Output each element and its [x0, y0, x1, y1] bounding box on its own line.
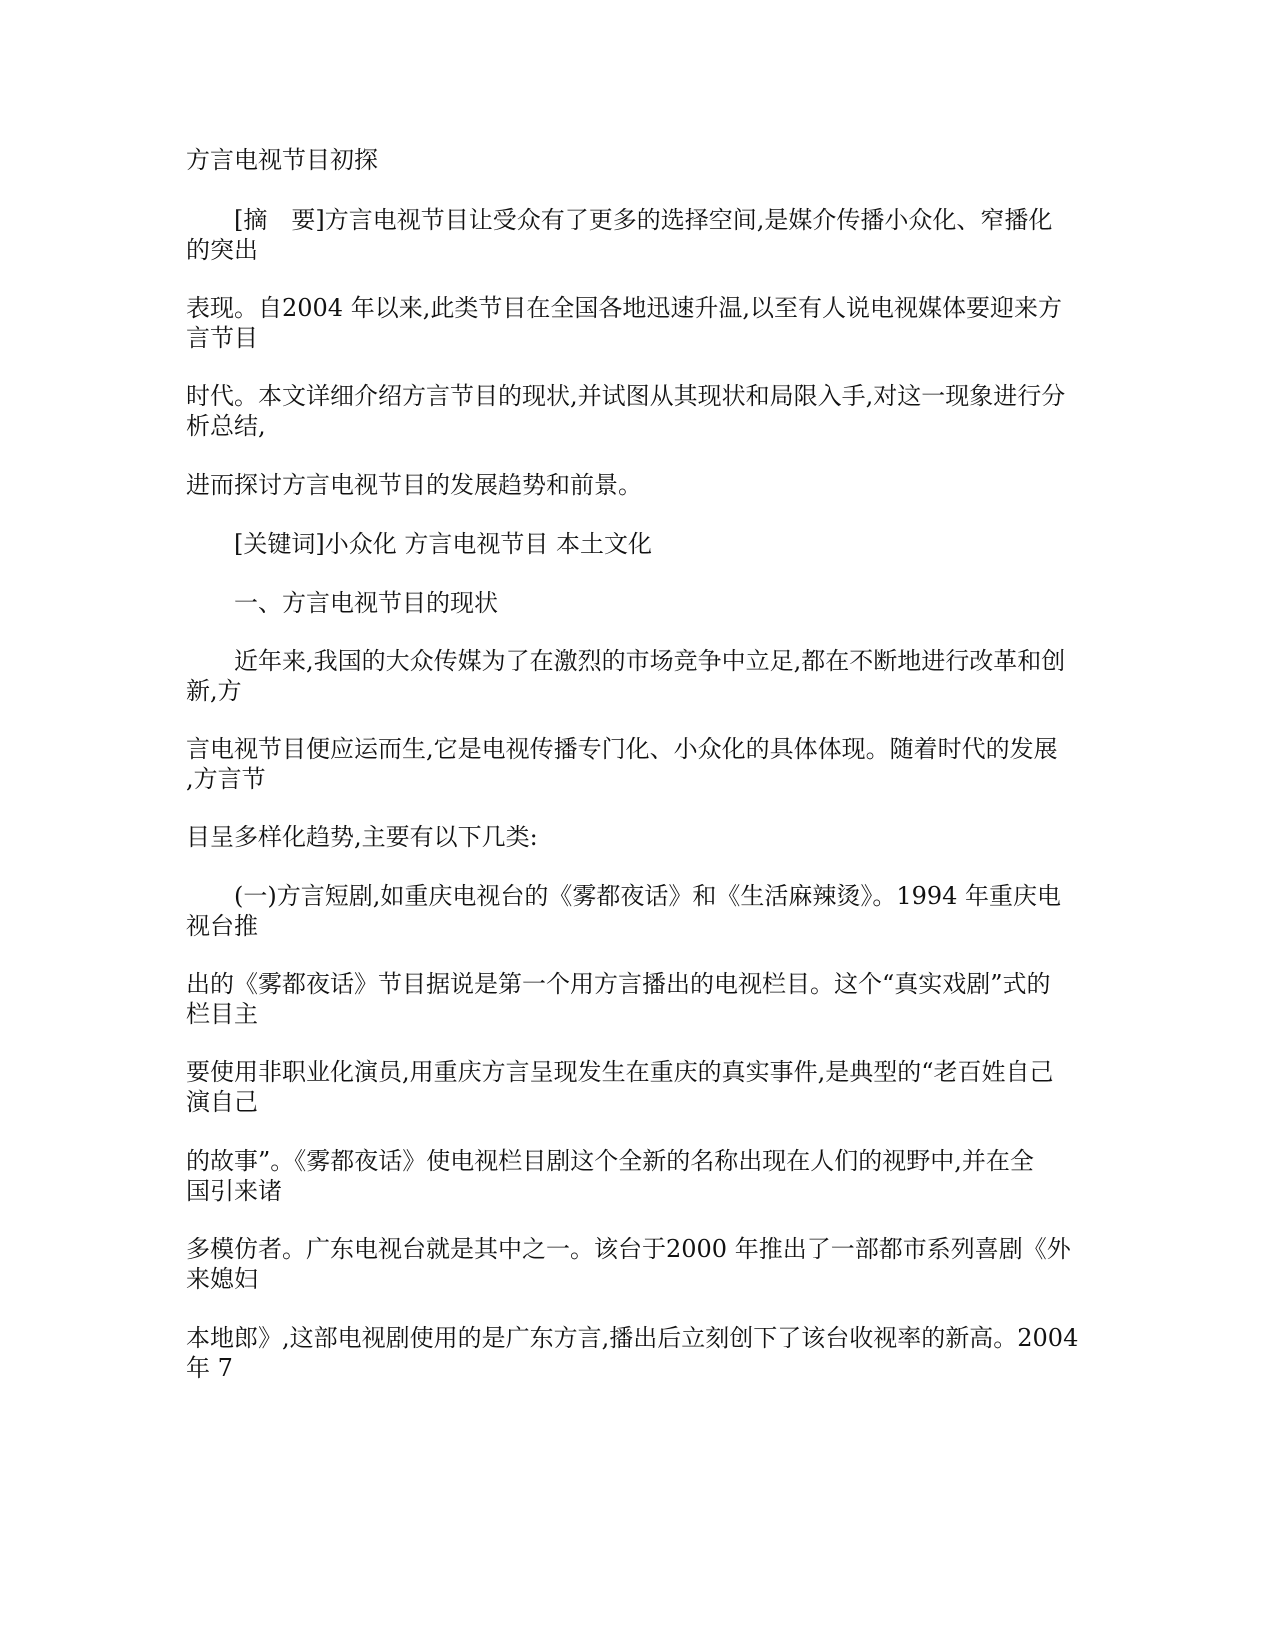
body-line: 栏目主: [186, 1000, 258, 1028]
body-line: 多模仿者。广东电视台就是其中之一。该台于2000 年推出了一部都市系列喜剧《外: [186, 1235, 1071, 1263]
body-line: 视台推: [186, 912, 258, 940]
body-line: 的故事”。《雾都夜话》使电视栏目剧这个全新的名称出现在人们的视野中,并在全: [186, 1147, 1034, 1175]
body-line: 新,方: [186, 677, 242, 705]
document-title: 方言电视节目初探: [186, 146, 378, 174]
body-line: 目呈多样化趋势,主要有以下几类:: [186, 823, 538, 851]
abstract-line: 时代。本文详细介绍方言节目的现状,并试图从其现状和局限入手,对这一现象进行分: [186, 382, 1066, 410]
body-line: 要使用非职业化演员,用重庆方言呈现发生在重庆的真实事件,是典型的“老百姓自己: [186, 1058, 1054, 1086]
abstract-line: 进而探讨方言电视节目的发展趋势和前景。: [186, 471, 642, 499]
body-line: ,方言节: [186, 765, 266, 793]
body-line: 来媳妇: [186, 1265, 258, 1293]
body-line: 演自己: [186, 1088, 258, 1116]
abstract-line: 表现。自2004 年以来,此类节目在全国各地迅速升温,以至有人说电视媒体要迎来方: [186, 294, 1062, 322]
abstract-line: 言节目: [186, 324, 258, 352]
abstract-line: 析总结,: [186, 412, 266, 440]
body-line: 国引来诸: [186, 1177, 282, 1205]
body-line: 本地郎》,这部电视剧使用的是广东方言,播出后立刻创下了该台收视率的新高。2004: [186, 1324, 1079, 1352]
abstract-line: 的突出: [186, 236, 258, 264]
abstract-line: [摘 要]方言电视节目让受众有了更多的选择空间,是媒介传播小众化、窄播化: [234, 206, 1053, 234]
body-line: 近年来,我国的大众传媒为了在激烈的市场竞争中立足,都在不断地进行改革和创: [234, 647, 1066, 675]
keywords-line: [关键词]小众化 方言电视节目 本土文化: [234, 530, 652, 558]
section-heading: 一、方言电视节目的现状: [234, 589, 498, 617]
body-line: 年 7: [186, 1354, 233, 1382]
body-line: (一)方言短剧,如重庆电视台的《雾都夜话》和《生活麻辣烫》。1994 年重庆电: [234, 882, 1062, 910]
body-line: 言电视节目便应运而生,它是电视传播专门化、小众化的具体体现。随着时代的发展: [186, 735, 1058, 763]
body-line: 出的《雾都夜话》节目据说是第一个用方言播出的电视栏目。这个“真实戏剧”式的: [186, 970, 1051, 998]
